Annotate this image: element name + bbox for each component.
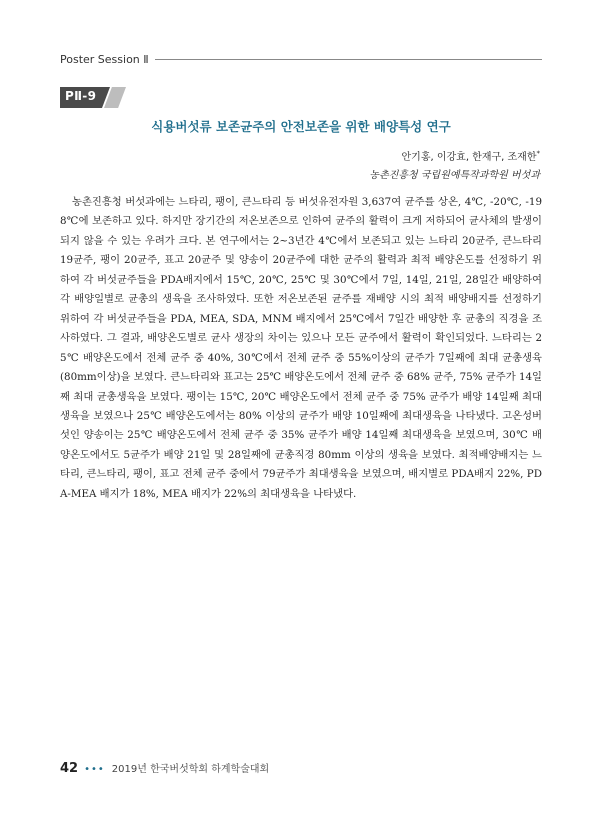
abstract-body: 농촌진흥청 버섯과에는 느타리, 팽이, 큰느타리 등 버섯유전자원 3,637여 균주를 상온, 4℃, -20℃, -198℃에 보존하고 있다. 하지만 장기간의 저온보존으로 인하여 균주의 활력이 크게 저하되어 균사체의 발생이 되지 않을 수 있는 우려가 크다. 본 연구에서는 2~3년간 4℃에서 보존되고 있는 느타리 20균주, 큰느타리 19균주, 팽이 20균주, 표고 20균주 및 양송이 20균주에 대한 균주의 활력과 최적 배양온도를 선정하기 위하여 각 버섯균주들을 PDA배지에서 15℃, 20℃, 25℃ 및 30℃에서 7일, 14일, 21일, 28일간 배양하여 각 배양일별로 균총의 생육을 조사하였다. 또한 저온보존된 균주를 재배양 시의 최적 배양배지를 선정하기 위하여 각 버섯균주들을 PDA, MEA, SDA, MNM 배지에서 25℃에서 7일간 배양한 후 균총의 직경을 조사하였다. 그 결과, 배양온도별로 균사 생장의 차이는 있으나 모든 균주에서 활력이 확인되었다. 느타리는 25℃ 배양온도에서 전체 균주 중 40%, 30℃에서 전체 균주 중 55%이상의 균주가 7일째에 최대 균총생육(80mm이상)을 보였다. 큰느타리와 표고는 25℃ 배양온도에서 전체 균주 중 68% 균주, 75% 균주가 14일째 최대 균총생육을 보였다. 팽이는 15℃, 20℃ 배양온도에서 전체 균주 중 75% 균주가 배양 14일째 최대생육을 보였으나 25℃ 배양온도에서는 80% 이상의 균주가 배양 10일째에 최대생육을 나타냈다. 고온성버섯인 양송이는 25℃ 배양온도에서 전체 균주 중 35% 균주가 배양 14일째 최대생육을 보였으며, 30℃ 배양온도에서도 5균주가 배양 21일 및 28일째에 균총직경 80mm 이상의 생육을 보였다. 최적배양배지는 느타리, 큰느타리, 팽이, 표고 전체 균주 중에서 79균주가 최대생육을 보였으며, 배지별로 PDA배지 22%, PDA-MEA 배지가 18%, MEA 배지가 22%의 최대생육을 나타냈다. (60, 196, 542, 500)
page-footer (60, 760, 269, 778)
running-header (60, 50, 542, 68)
author-list (402, 148, 541, 163)
poster-tag (60, 87, 126, 108)
footer-dots: ••• (84, 764, 105, 775)
paper-title: 식용버섯류 보존균주의 안전보존을 위한 배양특성 연구 (151, 119, 451, 134)
conference-name: 2019년 한국버섯학회 하계학술대회 (111, 764, 270, 775)
header-divider (155, 59, 542, 60)
poster-tag-label: PⅡ-9 (65, 89, 97, 103)
author-names: 안기홍, 이강효, 한재구, 조재한 (401, 152, 537, 163)
corresponding-author-mark: * (536, 149, 540, 158)
affiliation: 농촌진흥청 국립원예특작과학원 버섯과 (369, 170, 540, 181)
page-number: 42 (60, 761, 79, 776)
section-title: Poster Session Ⅱ (60, 52, 149, 66)
